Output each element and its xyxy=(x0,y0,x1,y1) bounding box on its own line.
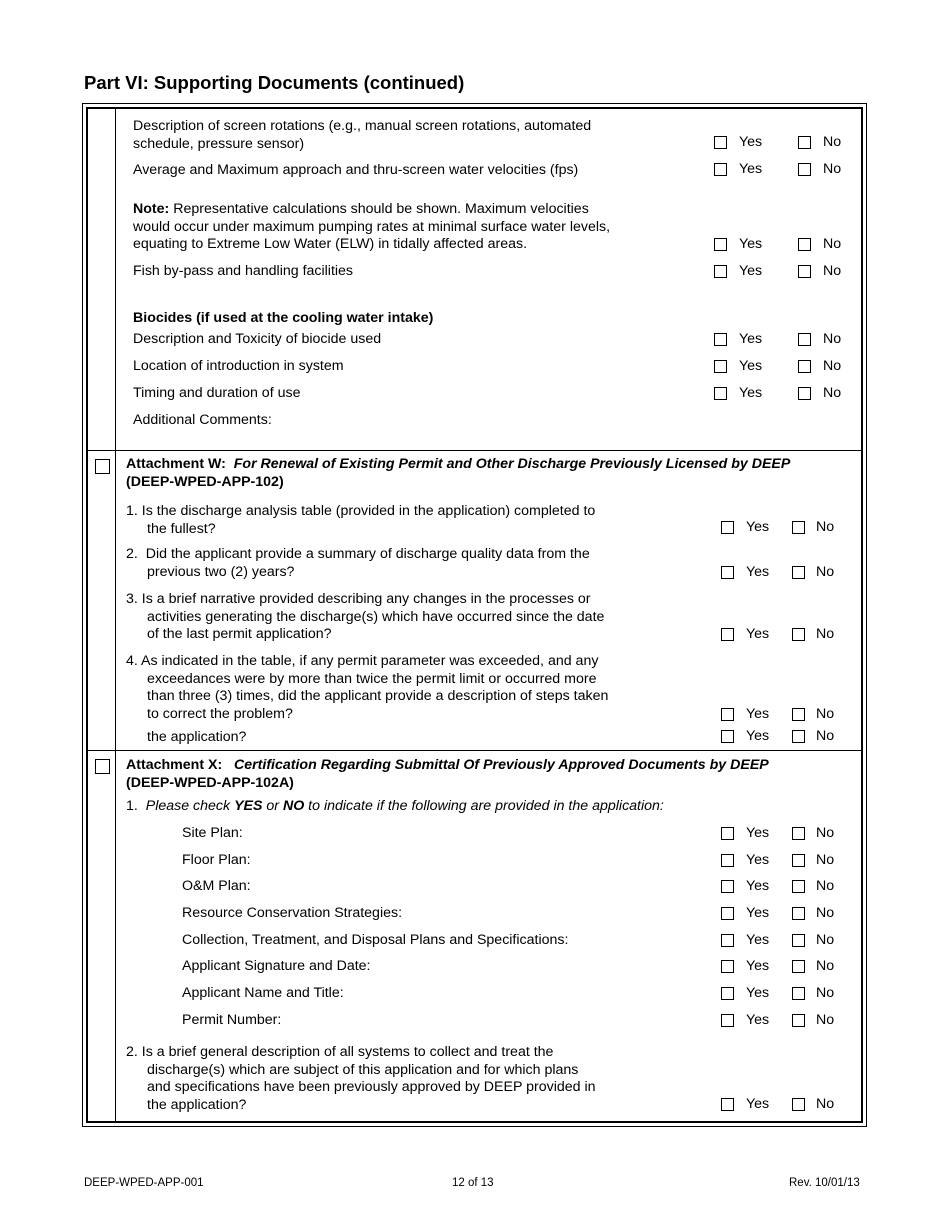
no-label: No xyxy=(816,564,835,580)
no-checkbox[interactable] xyxy=(792,1098,805,1111)
yes-label: Yes xyxy=(746,825,770,841)
yes-checkbox[interactable] xyxy=(721,730,734,743)
yes-label: Yes xyxy=(746,706,770,722)
no-checkbox[interactable] xyxy=(792,854,805,867)
item-screen-rotations: Description of screen rotations (e.g., manual screen rotations, automated schedule, pressure sensor) xyxy=(133,118,592,152)
no-checkbox[interactable] xyxy=(792,827,805,840)
footer-form-id: DEEP-WPED-APP-001 xyxy=(84,1177,204,1189)
yes-checkbox[interactable] xyxy=(721,1098,734,1111)
yes-checkbox[interactable] xyxy=(721,854,734,867)
no-checkbox[interactable] xyxy=(792,1014,805,1027)
yes-label: Yes xyxy=(746,878,770,894)
attachment-w-question-4: 4. As indicated in the table, if any permit parameter was exceeded, and any exceedances were by more than twice the permit limit or occurred more than three (3) times, did the applicant provide a description of steps taken to correct the problem? xyxy=(126,653,609,722)
no-checkbox[interactable] xyxy=(798,136,811,149)
yes-checkbox[interactable] xyxy=(714,333,727,346)
biocides-heading: Biocides (if used at the cooling water intake) xyxy=(133,310,434,326)
yes-checkbox[interactable] xyxy=(714,387,727,400)
yes-label: Yes xyxy=(739,358,763,374)
attachment-w-header: Attachment W: For Renewal of Existing Permit and Other Discharge Previously Licensed by DEEP (DEEP-WPED-APP-102) xyxy=(126,456,791,490)
section-divider xyxy=(86,750,863,751)
yes-label: Yes xyxy=(746,519,770,535)
no-checkbox[interactable] xyxy=(792,521,805,534)
yes-checkbox[interactable] xyxy=(721,566,734,579)
yes-label: Yes xyxy=(739,236,763,252)
yes-label: Yes xyxy=(739,385,763,401)
yes-checkbox[interactable] xyxy=(721,880,734,893)
yes-checkbox[interactable] xyxy=(721,521,734,534)
yes-checkbox[interactable] xyxy=(721,708,734,721)
checklist-item: Applicant Signature and Date: xyxy=(182,958,371,974)
no-checkbox[interactable] xyxy=(792,987,805,1000)
no-label: No xyxy=(816,932,835,948)
no-checkbox[interactable] xyxy=(792,566,805,579)
yes-label: Yes xyxy=(746,626,770,642)
checklist-item: Collection, Treatment, and Disposal Plans and Specifications: xyxy=(182,932,569,948)
no-label: No xyxy=(816,1096,835,1112)
no-label: No xyxy=(816,825,835,841)
yes-checkbox[interactable] xyxy=(721,907,734,920)
attachment-w-question-1: 1. Is the discharge analysis table (provided in the application) completed to the fullest? xyxy=(126,503,596,537)
no-label: No xyxy=(816,905,835,921)
yes-checkbox[interactable] xyxy=(721,1014,734,1027)
no-label: No xyxy=(816,985,835,1001)
no-checkbox[interactable] xyxy=(798,238,811,251)
no-label: No xyxy=(816,728,835,744)
attachment-w-question-3: 3. Is a brief narrative provided describing any changes in the processes or activities generating the discharge(s) which have occurred since the date of the last permit application? xyxy=(126,591,605,642)
no-label: No xyxy=(816,1012,835,1028)
no-label: No xyxy=(816,958,835,974)
attachment-x-question-2: 2. Is a brief general description of all systems to collect and treat the discharge(s) which are subject of this application and for which plans and specifications have been previously approved by DEEP provided in the application? xyxy=(126,1044,596,1113)
attachment-x-header: Attachment X: Certification Regarding Submittal Of Previously Approved Documents by DEEP (DEEP-WPED-APP-102A) xyxy=(126,757,769,791)
yes-label: Yes xyxy=(746,728,770,744)
attachment-x-checkbox[interactable] xyxy=(95,759,110,774)
no-checkbox[interactable] xyxy=(792,934,805,947)
checklist-item: O&M Plan: xyxy=(182,878,251,894)
no-checkbox[interactable] xyxy=(792,628,805,641)
footer-page-number: 12 of 13 xyxy=(452,1177,494,1189)
yes-checkbox[interactable] xyxy=(714,265,727,278)
yes-checkbox[interactable] xyxy=(721,960,734,973)
no-checkbox[interactable] xyxy=(792,708,805,721)
no-label: No xyxy=(823,161,842,177)
additional-comments-label: Additional Comments: xyxy=(133,412,272,428)
yes-checkbox[interactable] xyxy=(714,360,727,373)
no-checkbox[interactable] xyxy=(792,907,805,920)
no-checkbox[interactable] xyxy=(792,730,805,743)
yes-checkbox[interactable] xyxy=(721,934,734,947)
yes-label: Yes xyxy=(739,331,763,347)
no-label: No xyxy=(816,519,835,535)
yes-label: Yes xyxy=(746,1012,770,1028)
yes-checkbox[interactable] xyxy=(714,163,727,176)
yes-label: Yes xyxy=(739,161,763,177)
attachment-w-question-2: 2. Did the applicant provide a summary of discharge quality data from the previous two (2) years? xyxy=(126,546,590,580)
item-biocide-description: Description and Toxicity of biocide used xyxy=(133,331,382,347)
no-label: No xyxy=(816,626,835,642)
no-checkbox[interactable] xyxy=(798,163,811,176)
yes-label: Yes xyxy=(739,263,763,279)
attachment-w-question-5: the application? xyxy=(147,729,247,745)
checklist-item: Applicant Name and Title: xyxy=(182,985,344,1001)
section-divider xyxy=(86,450,863,451)
no-checkbox[interactable] xyxy=(792,880,805,893)
checklist-item: Permit Number: xyxy=(182,1012,282,1028)
attachment-x-question-1: 1. Please check YES or NO to indicate if the following are provided in the application: xyxy=(126,798,664,814)
no-label: No xyxy=(823,331,842,347)
no-label: No xyxy=(816,706,835,722)
yes-label: Yes xyxy=(746,932,770,948)
no-label: No xyxy=(823,134,842,150)
yes-checkbox[interactable] xyxy=(721,987,734,1000)
yes-label: Yes xyxy=(739,134,763,150)
item-fish-bypass: Fish by-pass and handling facilities xyxy=(133,263,354,279)
note-block: Note: Representative calculations should be shown. Maximum velocities would occur under maximum pumping rates at minimal surface water levels, equating to Extreme Low Water (ELW) in tidally affected areas. xyxy=(133,201,611,252)
no-checkbox[interactable] xyxy=(798,265,811,278)
no-label: No xyxy=(823,263,842,279)
no-checkbox[interactable] xyxy=(798,387,811,400)
checklist-item: Floor Plan: xyxy=(182,852,251,868)
checkbox-column-divider xyxy=(115,107,116,1123)
yes-label: Yes xyxy=(746,564,770,580)
item-timing-and-duration: Timing and duration of use xyxy=(133,385,301,401)
yes-checkbox[interactable] xyxy=(721,827,734,840)
no-label: No xyxy=(823,236,842,252)
no-label: No xyxy=(816,852,835,868)
no-checkbox[interactable] xyxy=(798,360,811,373)
no-label: No xyxy=(816,878,835,894)
yes-label: Yes xyxy=(746,905,770,921)
yes-label: Yes xyxy=(746,985,770,1001)
no-checkbox[interactable] xyxy=(792,960,805,973)
footer-revision: Rev. 10/01/13 xyxy=(789,1177,860,1189)
checklist-item: Resource Conservation Strategies: xyxy=(182,905,403,921)
yes-label: Yes xyxy=(746,1096,770,1112)
yes-checkbox[interactable] xyxy=(714,136,727,149)
attachment-w-checkbox[interactable] xyxy=(95,459,110,474)
yes-checkbox[interactable] xyxy=(721,628,734,641)
no-label: No xyxy=(823,385,842,401)
no-label: No xyxy=(823,358,842,374)
item-location-of-introduction: Location of introduction in system xyxy=(133,358,344,374)
no-checkbox[interactable] xyxy=(798,333,811,346)
yes-label: Yes xyxy=(746,852,770,868)
yes-checkbox[interactable] xyxy=(714,238,727,251)
item-velocities: Average and Maximum approach and thru-screen water velocities (fps) xyxy=(133,162,579,178)
checklist-item: Site Plan: xyxy=(182,825,243,841)
note-label: Note: xyxy=(133,201,170,217)
yes-label: Yes xyxy=(746,958,770,974)
page-title: Part VI: Supporting Documents (continued) xyxy=(84,72,465,93)
